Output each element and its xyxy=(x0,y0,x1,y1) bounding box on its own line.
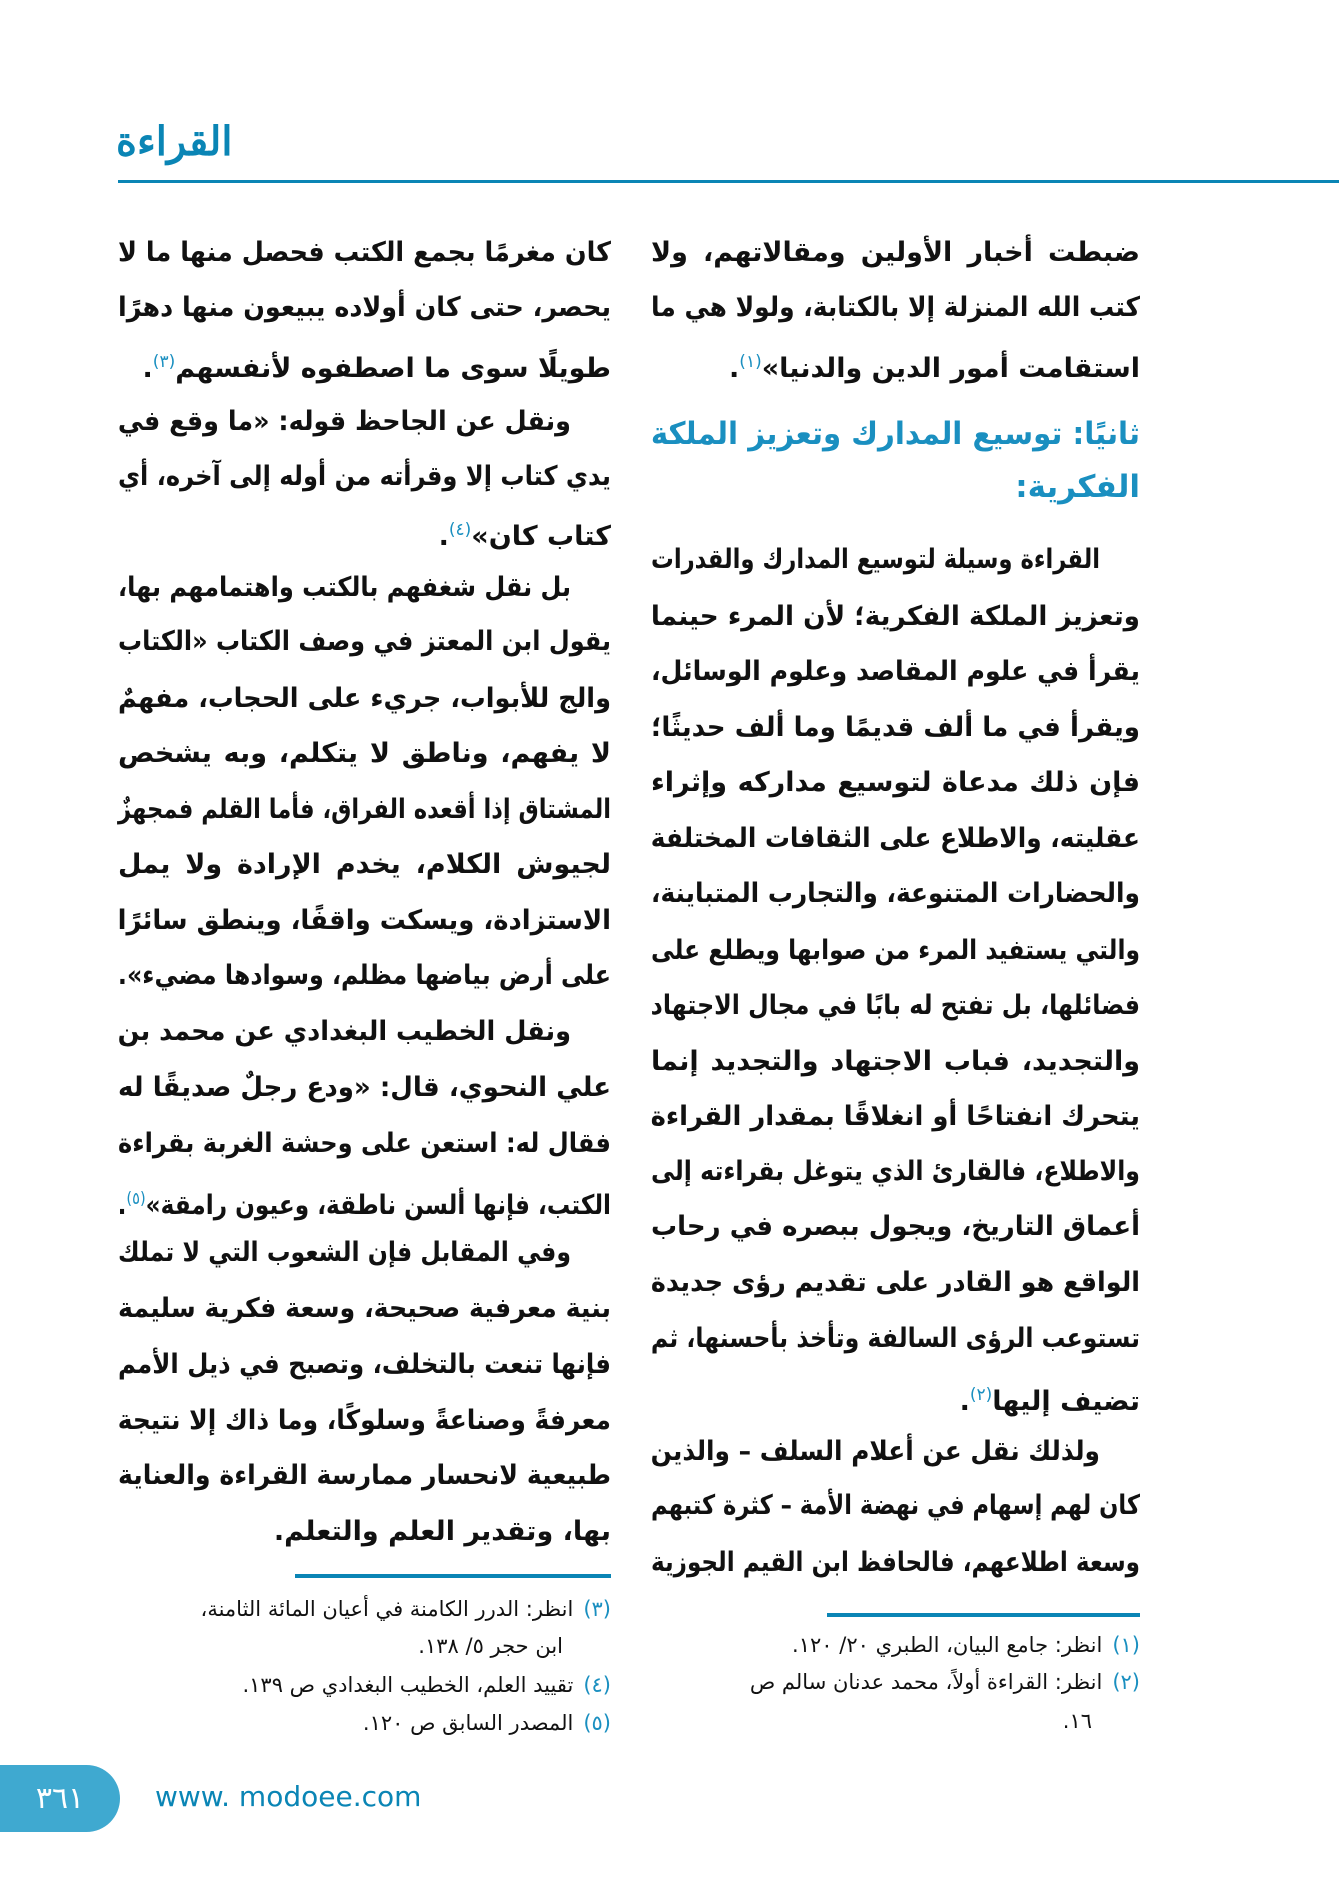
text-line xyxy=(118,1068,611,1108)
punctuation: . xyxy=(142,353,153,384)
text-line xyxy=(651,763,1140,803)
line-text: معرفةً وصناعةً وسلوكًا، وما ذاك إلا نتيجة xyxy=(117,1405,612,1436)
line-text: تستوعب الرؤى السالفة وتأخذ بأحسنها، ثم xyxy=(650,1323,1140,1354)
text-line xyxy=(118,1233,571,1273)
line-text: ونقل الخطيب البغدادي عن محمد بن xyxy=(117,1016,571,1047)
header-divider xyxy=(118,180,1339,183)
text-line xyxy=(118,457,611,497)
line-text: وتعزيز الملكة الفكرية؛ لأن المرء حينما xyxy=(650,601,1140,632)
text-line xyxy=(651,874,1140,914)
text-line xyxy=(118,1012,571,1052)
text-line xyxy=(118,734,611,774)
text-line xyxy=(651,1543,1140,1583)
line-text: والج للأبواب، جريء على الحجاب، مفهمٌ xyxy=(118,683,611,714)
footnote-text: ابن حجر ٥/ ١٣٨. xyxy=(418,1634,563,1658)
text-line xyxy=(118,1456,611,1496)
footnote-text: تقييد العلم، الخطيب البغدادي ص ١٣٩. xyxy=(242,1673,574,1697)
footnote-ref: (٢) xyxy=(969,1385,993,1405)
line-text: والتي يستفيد المرء من صوابها ويطلع على xyxy=(651,935,1140,966)
line-text: كان مغرمًا بجمع الكتب فحصل منها ما لا xyxy=(118,237,611,268)
text-line xyxy=(651,233,1140,273)
footnote-divider-right xyxy=(827,1613,1140,1617)
line-text: كتب الله المنزلة إلا بالكتابة، ولولا هي ما xyxy=(651,292,1140,323)
text-line xyxy=(118,956,611,996)
line-text: علي النحوي، قال: «ودع رجلٌ صديقًا له xyxy=(118,1072,611,1103)
line-text: ونقل عن الجاحظ قوله: «ما وقع في xyxy=(117,406,571,437)
text-line xyxy=(651,819,1140,859)
text-line xyxy=(651,652,1140,692)
line-text: فقال له: استعن على وحشة الغربة بقراءة xyxy=(118,1128,611,1159)
punctuation: . xyxy=(438,521,449,552)
footnote-text: انظر: الدرر الكامنة في أعيان المائة الثامنة، xyxy=(200,1597,574,1621)
line-text: يقرأ في علوم المقاصد وعلوم الوسائل، xyxy=(650,656,1140,687)
text-line xyxy=(118,510,611,550)
footnote xyxy=(118,1669,611,1701)
line-text: يقول ابن المعتز في وصف الكتاب «الكتاب xyxy=(118,626,611,657)
line-text: طويلًا سوى ما اصطفوه لأنفسهم xyxy=(175,353,611,384)
line-text: لجيوش الكلام، يخدم الإرادة ولا يمل xyxy=(118,849,611,880)
line-text: يتحرك انفتاحًا أو انغلاقًا بمقدار القراءة xyxy=(650,1101,1140,1132)
text-line xyxy=(118,1401,611,1441)
text-line xyxy=(118,845,611,885)
text-line xyxy=(118,622,611,662)
website-link[interactable]: www. modoee.com xyxy=(155,1780,422,1813)
footnote xyxy=(651,1629,1140,1661)
running-header-title: القراءة xyxy=(116,118,233,165)
footnote-ref: (٤) xyxy=(448,520,472,540)
text-line xyxy=(651,1152,1140,1192)
line-text: وفي المقابل فإن الشعوب التي لا تملك xyxy=(118,1237,571,1268)
line-text: ولذلك نقل عن أعلام السلف – والذين xyxy=(650,1436,1100,1467)
line-text: والاطلاع، فالقارئ الذي يتوغل بقراءته إلى xyxy=(651,1156,1140,1187)
text-line xyxy=(651,288,1140,328)
line-text: ضبطت أخبار الأولين ومقالاتهم، ولا xyxy=(651,237,1140,268)
section-heading-line xyxy=(651,467,1140,507)
footnote-number: (٥) xyxy=(583,1711,611,1735)
footnote-text: انظر: القراءة أولاً، محمد عدنان سالم ص xyxy=(749,1670,1103,1694)
text-line xyxy=(651,1207,1140,1247)
page-number: ٣٦١ xyxy=(35,1781,85,1816)
footnote-text: المصدر السابق ص ١٢٠. xyxy=(362,1711,574,1735)
line-text: يحصر، حتى كان أولاده يبيعون منها دهرًا xyxy=(118,292,611,323)
footnote-text: انظر: جامع البيان، الطبري ٢٠/ ١٢٠. xyxy=(792,1633,1103,1657)
text-line xyxy=(118,1289,611,1329)
line-text: المشتاق إذا أقعده الفراق، فأما القلم فمجهزٌ xyxy=(118,794,611,825)
text-line xyxy=(118,342,611,382)
line-text: بل نقل شغفهم بالكتب واهتمامهم بها، xyxy=(118,572,571,603)
footnote-number: (٣) xyxy=(583,1597,611,1621)
text-line xyxy=(651,1319,1140,1359)
text-line xyxy=(651,986,1140,1026)
footnote-divider-left xyxy=(295,1574,611,1578)
line-text: على أرض بياضها مظلم، وسوادها مضيء». xyxy=(117,960,611,991)
line-text: بها، وتقدير العلم والتعلم. xyxy=(273,1516,611,1547)
line-text: القراءة وسيلة لتوسيع المدارك والقدرات xyxy=(651,544,1100,575)
text-line xyxy=(118,568,571,608)
footnote xyxy=(118,1593,611,1625)
text-line xyxy=(651,1375,1140,1415)
text-line xyxy=(118,1179,611,1219)
text-line xyxy=(651,708,1140,748)
line-text: فإنها تنعت بالتخلف، وتصبح في ذيل الأمم xyxy=(118,1349,611,1380)
text-line xyxy=(118,233,611,273)
text-line xyxy=(651,342,1140,382)
footnote-number: (١) xyxy=(1112,1633,1140,1657)
line-text: فضائلها، بل تفتح له بابًا في مجال الاجتهاد xyxy=(650,990,1140,1021)
footnote-ref: (١) xyxy=(739,352,762,372)
text-line xyxy=(118,1512,611,1552)
text-line xyxy=(651,540,1100,580)
text-line xyxy=(651,1097,1140,1137)
page-number-badge xyxy=(0,1765,120,1832)
footnote-ref: (٥) xyxy=(126,1189,146,1209)
footnote-number: (٢) xyxy=(1112,1670,1140,1694)
text-line xyxy=(651,1486,1140,1526)
line-text: الواقع هو القادر على تقديم رؤى جديدة xyxy=(650,1267,1140,1298)
line-text: والتجديد، فباب الاجتهاد والتجديد إنما xyxy=(651,1046,1140,1077)
line-text: الفكرية: xyxy=(1015,469,1140,505)
line-text: لا يفهم، وناطق لا يتكلم، وبه يشخص xyxy=(118,738,611,769)
punctuation: . xyxy=(729,353,740,384)
line-text: يدي كتاب إلا وقرأته من أوله إلى آخره، أي xyxy=(117,461,612,492)
section-heading-line xyxy=(651,414,1140,454)
line-text: عقليته، والاطلاع على الثقافات المختلفة xyxy=(650,823,1140,854)
footnote xyxy=(118,1630,611,1662)
punctuation: . xyxy=(117,1190,127,1221)
line-text: والحضارات المتنوعة، والتجارب المتباينة، xyxy=(651,878,1140,909)
line-text: تضيف إليها xyxy=(992,1386,1140,1417)
line-text: ثانيًا: توسيع المدارك وتعزيز الملكة xyxy=(650,416,1140,452)
text-line xyxy=(118,790,611,830)
line-text: كان لهم إسهام في نهضة الأمة – كثرة كتبهم xyxy=(651,1490,1140,1521)
text-line xyxy=(651,1042,1140,1082)
punctuation: . xyxy=(959,1386,970,1417)
line-text: كتاب كان» xyxy=(471,521,611,552)
text-line xyxy=(651,1432,1100,1472)
line-text: استقامت أمور الدين والدنيا» xyxy=(761,353,1140,384)
line-text: الكتب، فإنها ألسن ناطقة، وعيون رامقة» xyxy=(145,1190,611,1221)
line-text: بنية معرفية صحيحة، وسعة فكرية سليمة xyxy=(118,1293,611,1324)
text-line xyxy=(118,901,611,941)
text-line xyxy=(118,1124,611,1164)
footnote-text: ١٦. xyxy=(1062,1709,1092,1733)
text-line xyxy=(651,931,1140,971)
footnote xyxy=(651,1666,1140,1698)
footnote-number: (٤) xyxy=(583,1673,611,1697)
footnote-ref: (٣) xyxy=(152,352,176,372)
text-line xyxy=(118,402,571,442)
line-text: وسعة اطلاعهم، فالحافظ ابن القيم الجوزية xyxy=(651,1547,1140,1578)
text-line xyxy=(651,1263,1140,1303)
text-line xyxy=(651,597,1140,637)
line-text: الاستزادة، ويسكت واقفًا، وينطق سائرًا xyxy=(117,905,612,936)
line-text: طبيعية لانحسار ممارسة القراءة والعناية xyxy=(118,1460,611,1491)
text-line xyxy=(118,679,611,719)
line-text: فإن ذلك مدعاة لتوسيع مداركه وإثراء xyxy=(651,767,1140,798)
line-text: ويقرأ في ما ألف قديمًا وما ألف حديثًا؛ xyxy=(651,712,1140,743)
footnote xyxy=(651,1705,1140,1737)
footnote xyxy=(118,1707,611,1739)
line-text: أعماق التاريخ، ويجول ببصره في رحاب xyxy=(651,1211,1140,1242)
text-line xyxy=(118,288,611,328)
text-line xyxy=(118,1345,611,1385)
